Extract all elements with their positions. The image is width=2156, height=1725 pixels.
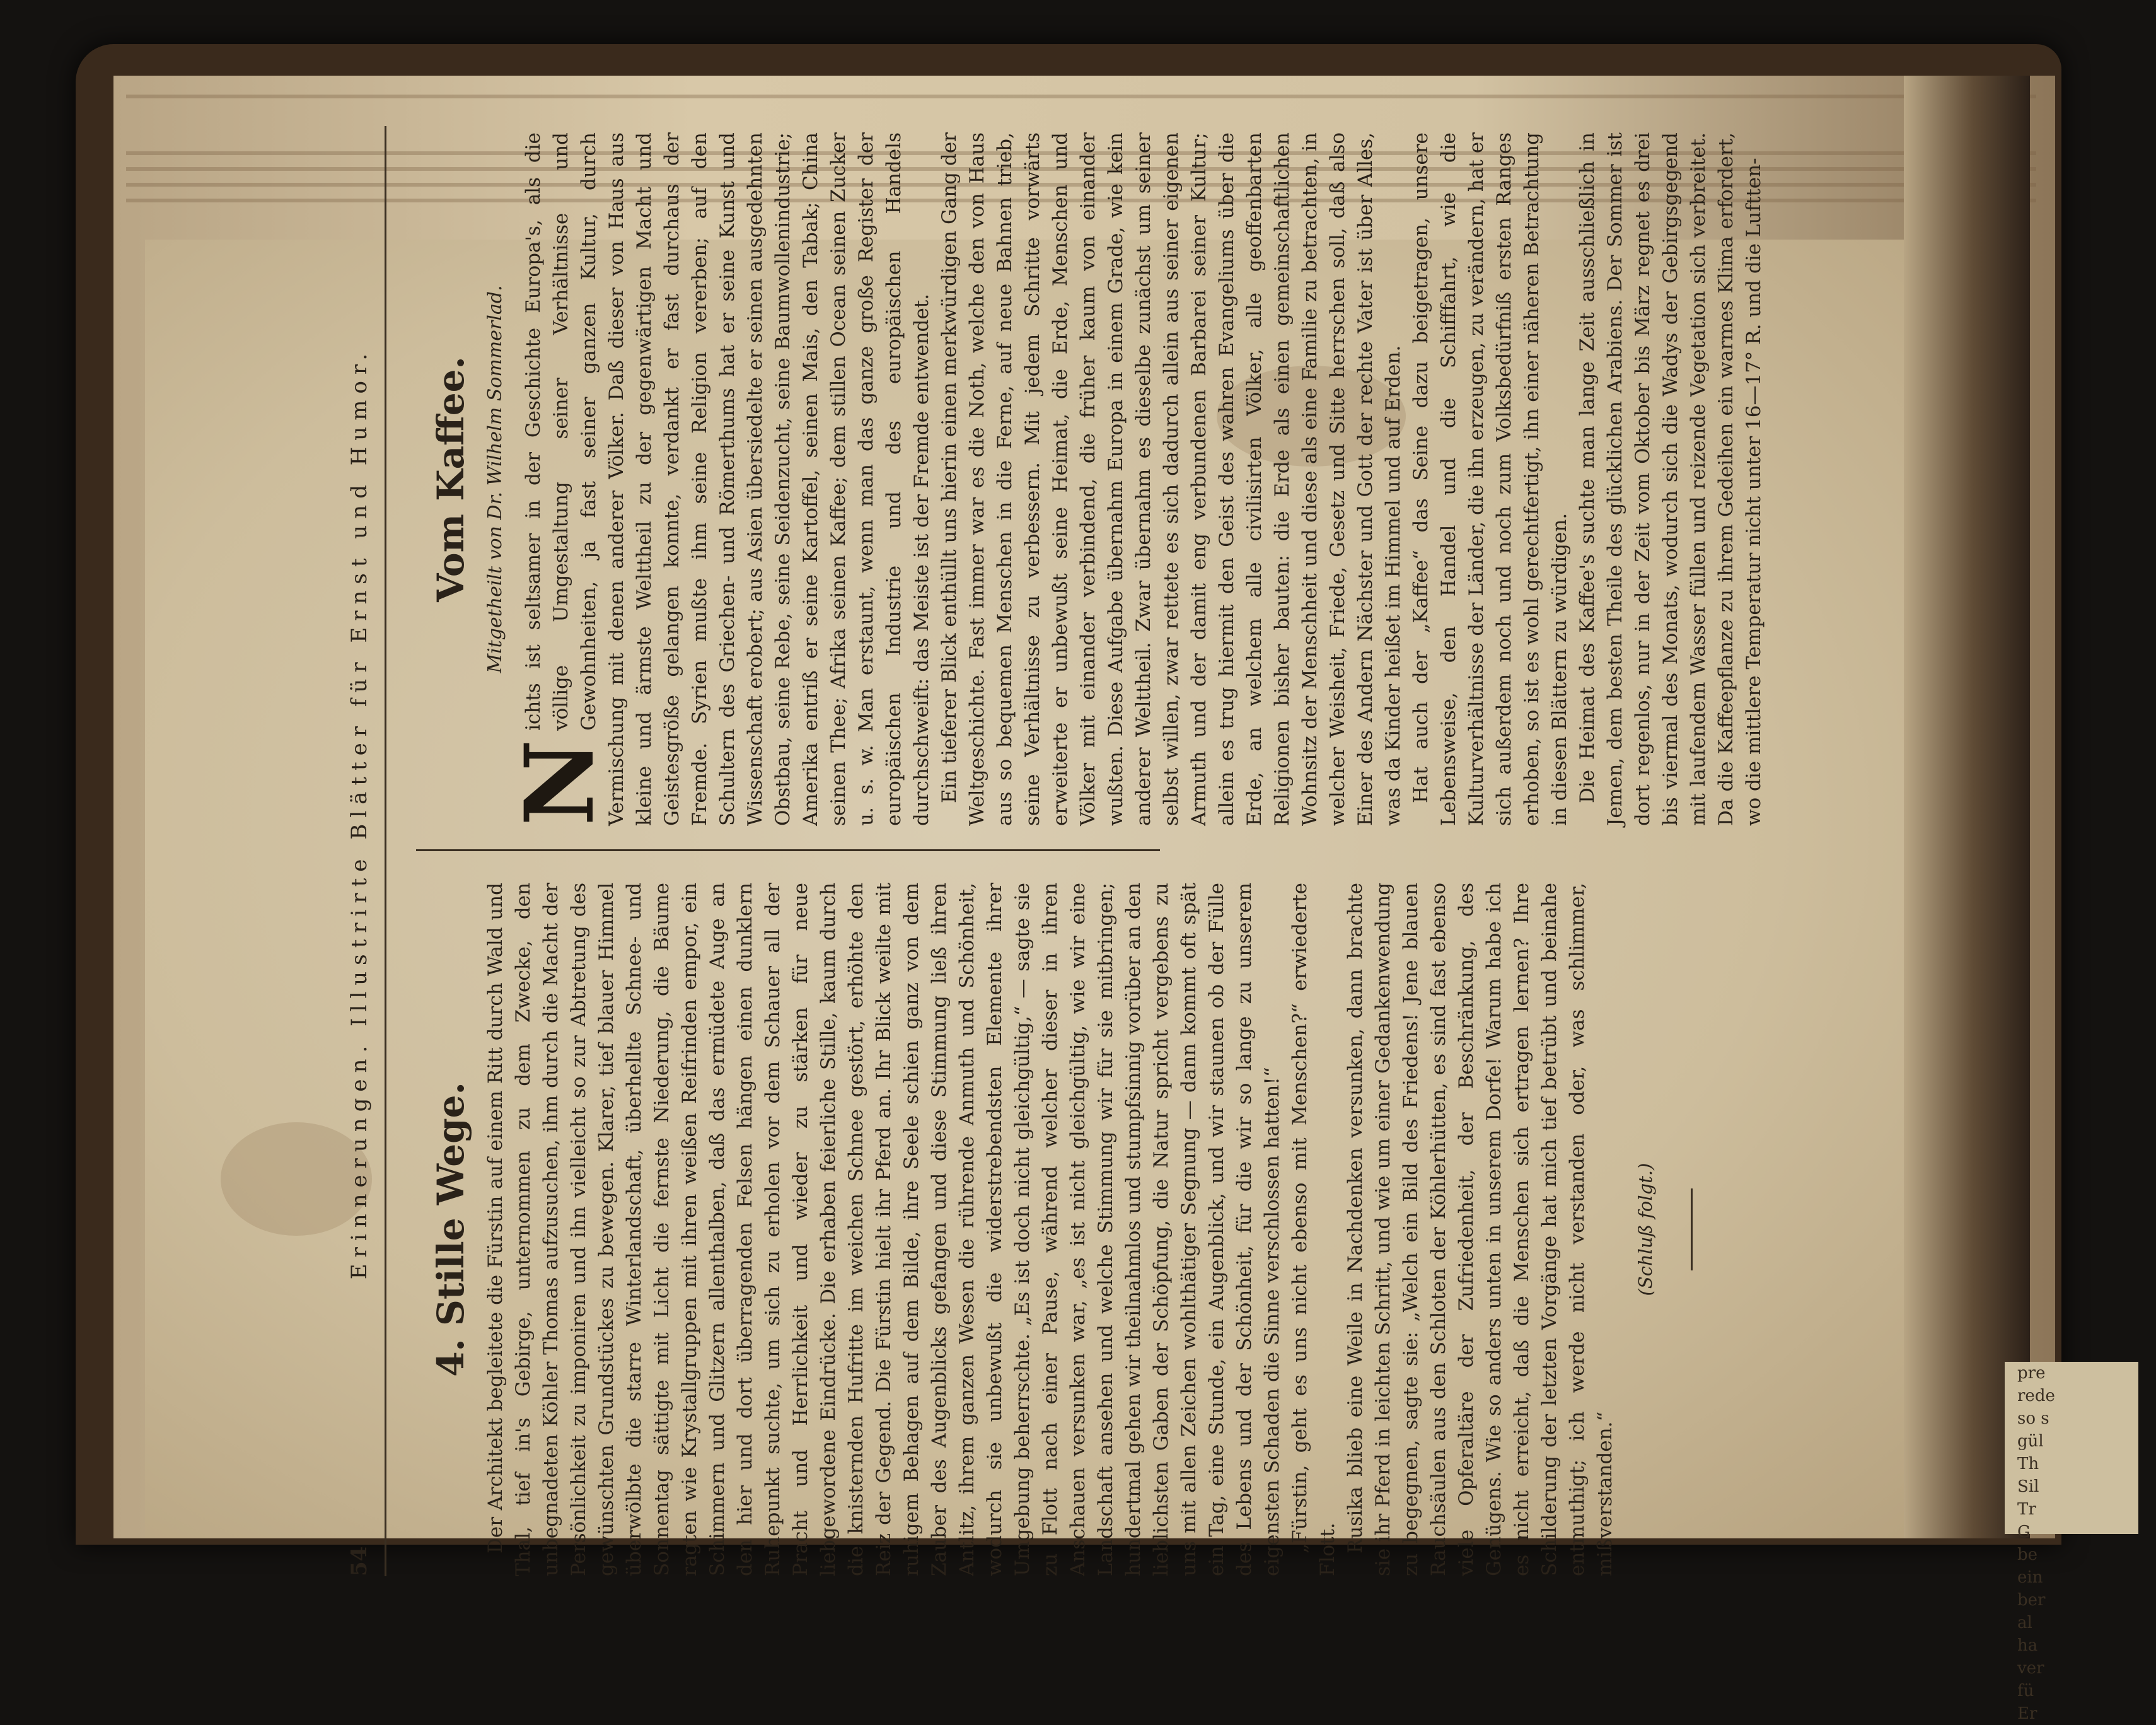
column-divider [416, 849, 1160, 851]
paragraph: „Fürstin, geht es uns nicht ebenso mit Menschen?“ erwiederte Flott. [1289, 883, 1339, 1576]
facing-page-line: Tr [2017, 1500, 2036, 1519]
facing-page-line: ein [2017, 1568, 2043, 1587]
facing-page-line: pre [2017, 1364, 2046, 1383]
right-column [410, 132, 1768, 826]
journal-title: Erinnerungen. Illustrirte Blätter für Ernst und Humor. [347, 347, 372, 1280]
left-column [410, 883, 1693, 1576]
page-number: 54 [347, 1546, 372, 1576]
paragraph: Der Architekt begleitete die Fürstin auf einem Ritt durch Wald und Thal, tief in's Gebirge, unternommen zu dem Zwecke, den unbegnadeten Köhler Thomas aufzusuchen, ihm durch die Macht der Persönlichkeit zu imponiren und ihn vielleicht so zur Abtretung des gewünschten Grundstückes zu bewegen. Klarer, tief blauer Himmel überwölbte die starre Winterlandschaft, überhellte Schnee- und Sonnentag sättigte mit Licht die fernste Niederung, die Bäume ragten wie Krystallgruppen mit ihren weißen Reifrinden empor, ein Schimmern und Glitzern allenthalben, daß das ermüdete Auge an den hier und dort überragenden Felsen hängen einen dunklern Ruhepunkt suchte, um sich zu erholen vor dem Schauer all der Pracht und Herrlichkeit und wieder zu stärken für neue liebgewordene Eindrücke. Die erhaben feierliche Stille, kaum durch die knisternden Hufritte im weichen Schnee gestört, erhöhte den Reiz der Gegend. Die Fürstin hielt ihr Pferd an. Ihr Blick weilte mit ruhigem Behagen auf dem Bilde, ihre Seele schien ganz von dem Zauber des Augenblicks gefangen und diese Stimmung ließ ihren Antlitz, ihrem ganzen Wesen die rührende Anmuth und Schönheit, wodurch sie unbewußt die widerstrebendsten Elemente ihrer Umgebung beherrschte. „Es ist doch nicht gleichgültig,“ — sagte sie zu Flott nach einer Pause, während welcher dieser in ihren Anschauen versunken war, „es ist nicht gleichgültig, wie wir eine Landschaft ansehen und welche Stimmung wir für sie mitbringen; hundertmal gehen wir theilnahmlos und stumpfsinnig vorüber an den lieblichsten Gaben der Schöpfung, die Natur spricht vergebens zu uns mit allen Zeichen wohlthätiger Segnung — dann kommt oft spät ein Tag, eine Stunde, ein Augenblick, und wir staunen ob der Fülle des Lebens und der Schönheit, für die wir so lange zu unserem eigensten Schaden die Sinne verschlossen hatten!“ [484, 883, 1284, 1576]
facing-page-line: gül [2017, 1432, 2044, 1451]
facing-page-line: Er [2017, 1704, 2037, 1723]
paragraph [504, 132, 936, 826]
running-head [340, 126, 378, 1576]
facing-page-line: ver [2017, 1659, 2044, 1678]
facing-page-line: Sil [2017, 1477, 2039, 1496]
facing-page-line: be [2017, 1545, 2038, 1564]
drop-cap-letter: N [504, 739, 615, 826]
page-edge-line [126, 95, 2036, 98]
paragraph: Die Heimat des Kaffee's suchte man lange Zeit ausschließlich in Jemen, dem besten Theile des glücklichen Arabiens. Der Sommer ist dort regenlos, nur in der Zeit vom Oktober bis März regnet es drei bis viermal des Monats, wodurch sich die Wadys der Gebirgsgegend mit laufendem Wasser füllen und reizende Vegetation sich verbreitet. Da die Kaffeepflanze zu ihrem Gedeihen ein warmes Klima erfordert, wo die mittlere Temperatur nicht unter 16—17° R. und die Luftten- [1576, 132, 1765, 826]
paragraph: Hat auch der „Kaffee“ das Seine dazu beigetragen, unsere Lebensweise, den Handel und die Schifffahrt, wie die Kulturverhältnisse der Länder, die ihn erzeugen, zu verändern, hat er sich außerdem noch und noch zum Volksbedürfniß ersten Ranges erhoben, so ist es wohl gerechtfertigt, ihn einer näheren Betrachtung in diesen Blättern zu würdigen. [1410, 132, 1571, 826]
facing-page-line: ber [2017, 1591, 2046, 1610]
article-title-vom-kaffee: Vom Kaffee. [429, 356, 472, 602]
paragraph-text: ichts ist seltsamer in der Geschichte Europa's, als die völlige Umgestaltung seiner Verhältnisse und Gewohnheiten, ja fast seiner ganzen Kultur, durch Vermischung mit denen anderer Völker. Daß dieser von Haus aus kleine und ärmste Welttheil zu der gegenwärtigen Macht und Geistesgröße gelangen konnte, verdankt er fast durchaus der Fremde. Syrien mußte ihm seine Religion vererben; auf den Schultern des Griechen- und Römerthums hat er seine Kunst und Wissenschaft erobert; aus Asien übersiedelte er seinen ausgedehnten Obstbau, seine Rebe, seine Seidenzucht, seine Baumwollenindustrie; Amerika entriß er seine Kartoffel, seinen Mais, den Tabak; China seinen Thee; Afrika seinen Kaffee; dem stillen Ocean seinen Zucker u. s. w. Man erstaunt, wenn man das ganze große Register der europäischen Industrie und des europäischen Handels durchschweift: das Meiste ist der Fremde entwendet. [522, 132, 933, 826]
article-title-stille-wege: 4. Stille Wege. [429, 1082, 472, 1377]
paragraph: Rusika blieb eine Weile in Nachdenken versunken, dann brachte sie ihr Pferd in leichten Schritt, und wie um einer Gedankenwendung zu begegnen, sagte sie: „Welch ein Bild des Friedens! Jene blauen Rauchsäulen aus den Schloten der Köhlerhütten, es sind fast ebenso viele Opferaltäre der Zufriedenheit, der Beschränkung, des Genügens. Wie so anders unten in unserem Dorfe! Warum habe ich es nicht erreicht, daß die Menschen sich ertragen lernen? Ihre Schilderung der letzten Vorgänge hat mich tief betrübt und beinahe entmuthigt; ich werde nicht verstanden oder, was schlimmer, mißverstanden.“ [1344, 883, 1616, 1576]
header-rule [385, 126, 386, 1576]
facing-page-line: so s [2017, 1409, 2049, 1428]
paragraph: Ein tieferer Blick enthüllt uns hierin einen merkwürdigen Gang der Weltgeschichte. Fast immer war es die Noth, welche den von Haus aus so bequemen Menschen in die Ferne, auf neue Bahnen trieb, seine Verhältnisse zu verbessern. Mit jedem Schritte vorwärts erweiterte er unbewußt seine Heimat, die Erde, Menschen und Völker mit einander verbindend, die früher kaum von einander wußten. Diese Aufgabe übernahm Europa in einem Grade, wie kein anderer Welttheil. Zwar übernahm es dieselbe zunächst um seiner selbst willen, zwar rettete es sich dadurch allein aus seiner eigenen Armuth und der damit eng verbundenen Barbarei seiner Kultur; allein es trug hiermit den Geist des wahren Evangeliums über die Erde, an welchem alle civilisirten Völker, alle geoffenbarten Religionen bisher bauten: die Erde als einen gemeinschaftlichen Wohnsitz der Menschheit und diese als eine Familie zu betrachten, in welcher Weisheit, Friede, Gesetz und Sitte herrschen soll, daß also Einer des Andern Nächster und Gott der rechte Vater ist über Alles, was da Kinder heißet im Himmel und auf Erden. [938, 132, 1405, 826]
facing-page-line: al [2017, 1613, 2032, 1632]
facing-page-line: ha [2017, 1636, 2038, 1655]
facing-page-line: rede [2017, 1386, 2055, 1405]
end-rule [1691, 1188, 1693, 1270]
rotated-text-block [340, 126, 2156, 1576]
facing-page-line: G [2017, 1523, 2031, 1542]
facing-page-line: fü [2017, 1681, 2034, 1700]
continued-note: (Schluß folgt.) [1635, 1163, 1656, 1296]
facing-page-line: Th [2017, 1455, 2039, 1473]
byline: Mitgetheilt von Dr. Wilhelm Sommerlad. [484, 285, 506, 673]
